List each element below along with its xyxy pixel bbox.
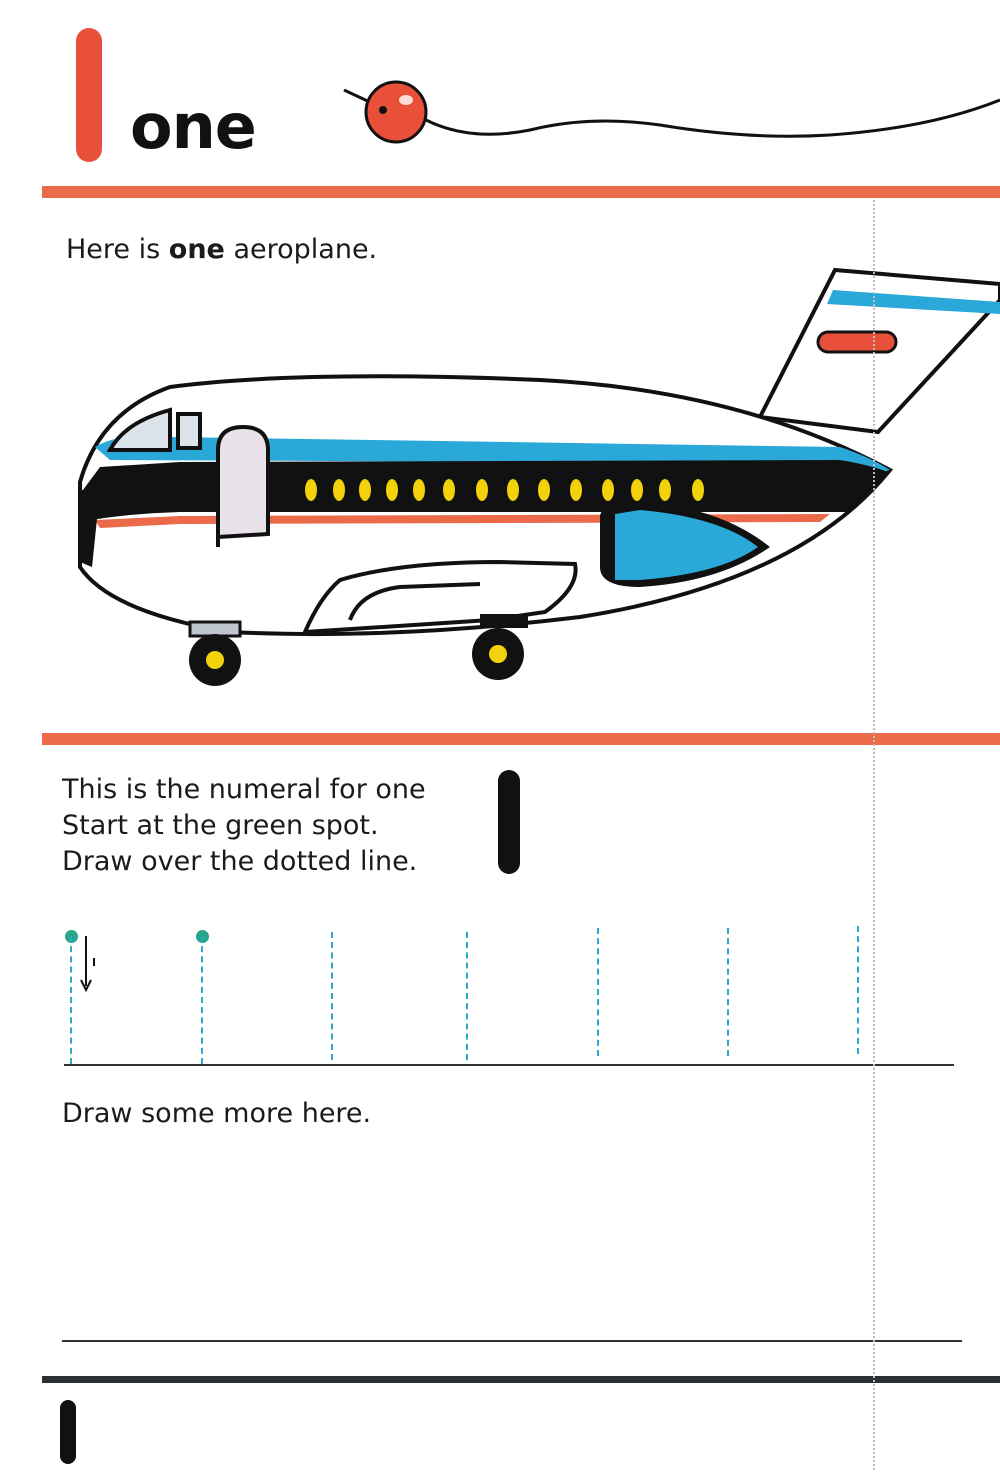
direction-arrow-icon [78, 934, 98, 994]
numeral-one-red [76, 28, 102, 162]
intro-text-bold: one [168, 234, 225, 265]
trace-line-2[interactable] [201, 936, 203, 1064]
aeroplane-illustration [40, 262, 1000, 694]
divider-top [42, 186, 1000, 198]
instruction-line-1: This is the numeral for one [62, 774, 426, 805]
page-edge-dots [873, 200, 875, 1470]
practice-baseline[interactable] [62, 1340, 962, 1342]
instructions-block [62, 772, 426, 880]
numeral-one-corner [60, 1400, 76, 1464]
instruction-line-2: Start at the green spot. [62, 810, 379, 841]
practice-prompt: Draw some more here. [62, 1098, 372, 1129]
trace-line-5[interactable] [597, 928, 599, 1056]
divider-bottom [42, 1376, 1000, 1383]
balloon-illustration [330, 60, 1000, 170]
trace-line-3[interactable] [331, 932, 333, 1060]
trace-baseline [64, 1064, 954, 1066]
trace-line-4[interactable] [466, 932, 468, 1060]
trace-line-7[interactable] [857, 926, 859, 1054]
intro-text-after: aeroplane. [224, 234, 378, 265]
instruction-line-3: Draw over the dotted line. [62, 846, 418, 877]
numeral-one-example [498, 770, 520, 874]
page-title: one [130, 90, 256, 163]
intro-text-before: Here is [66, 234, 169, 265]
trace-line-1[interactable] [70, 936, 72, 1064]
trace-line-6[interactable] [727, 928, 729, 1056]
divider-middle [42, 733, 1000, 745]
